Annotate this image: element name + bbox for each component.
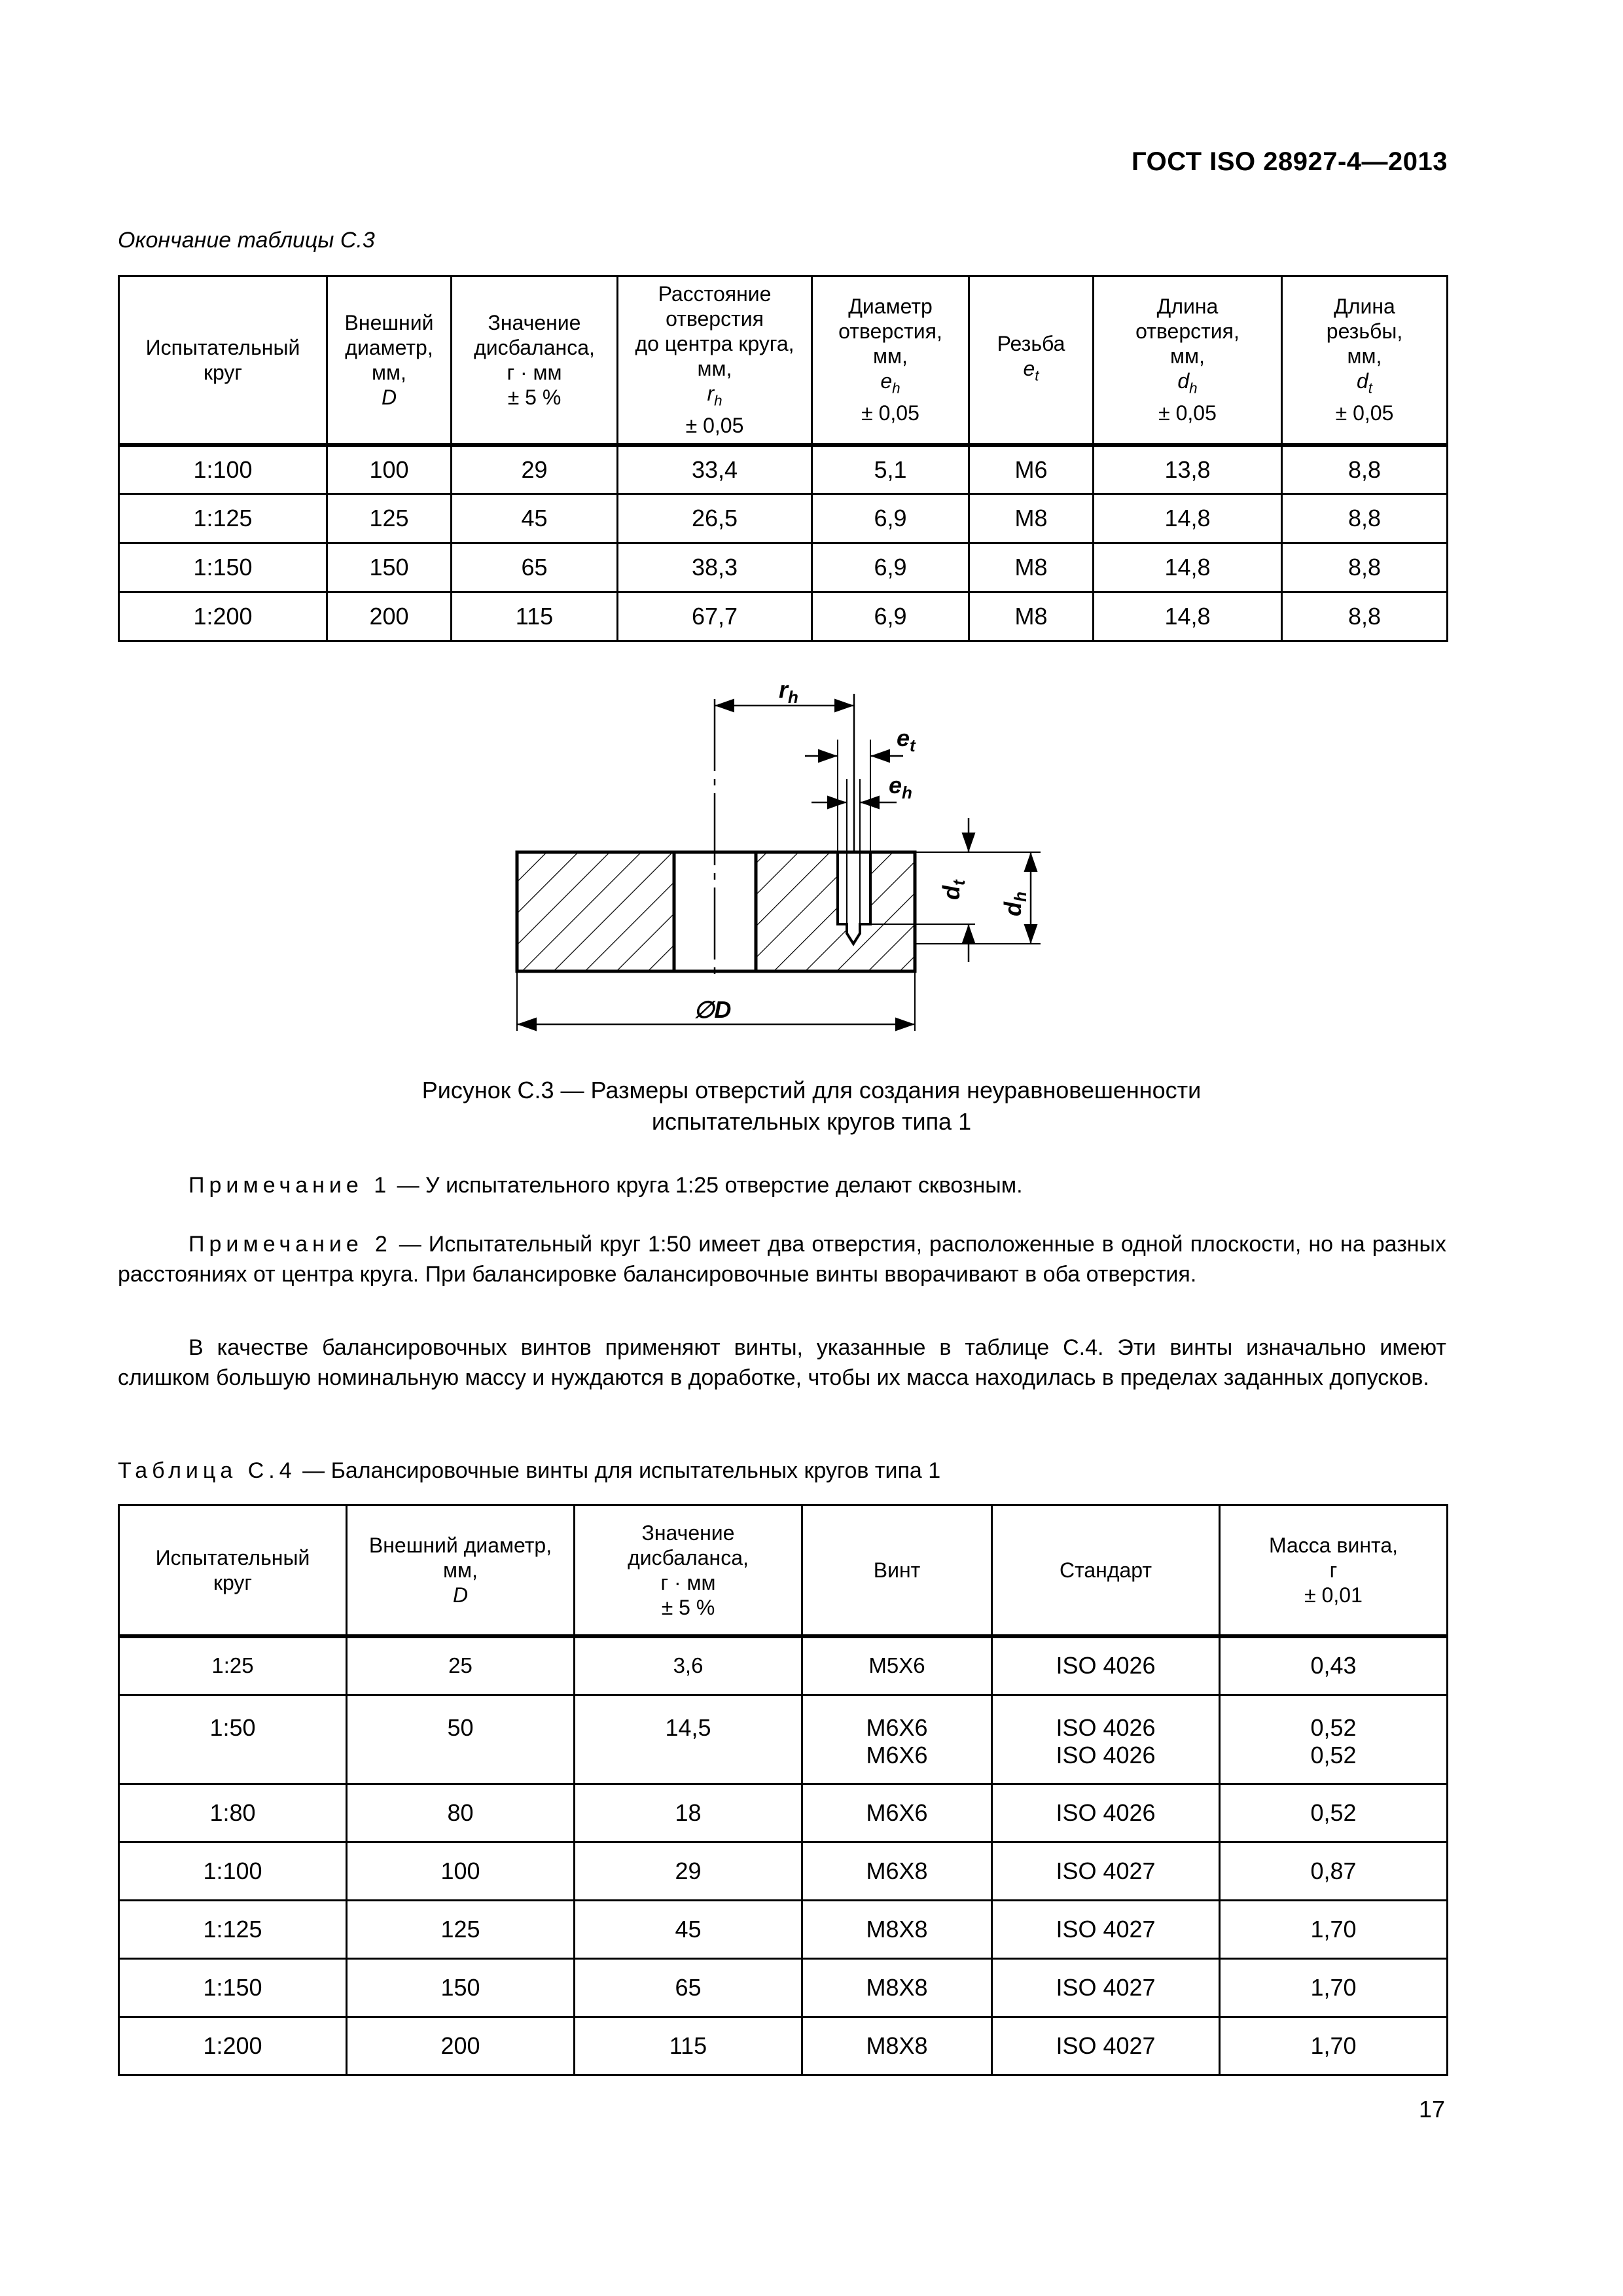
- cell: ISO 4027: [992, 1842, 1220, 1901]
- note-1: [118, 1170, 1446, 1200]
- cell: M5X6: [802, 1636, 992, 1695]
- header-cell: Стандарт: [992, 1505, 1220, 1636]
- cell: 100: [347, 1842, 575, 1901]
- cell: 1:200: [119, 2017, 347, 2075]
- cell: 45: [575, 1901, 802, 1959]
- note-text: — У испытательного круга 1:25 отверстие делают сквозным.: [391, 1173, 1023, 1198]
- cell: 0,52 0,52: [1220, 1695, 1448, 1784]
- cell: 100: [327, 445, 452, 494]
- cell: 1:80: [119, 1784, 347, 1842]
- header-cell: Значение дисбаланса, г · мм ± 5 %: [575, 1505, 802, 1636]
- cell: М6: [969, 445, 1094, 494]
- header-cell: Внешний диаметр, мм, D: [327, 276, 452, 445]
- header-cell: Испытательный круг: [119, 1505, 347, 1636]
- cell: 200: [327, 592, 452, 641]
- header-cell: Значение дисбаланса, г · мм ± 5 %: [452, 276, 618, 445]
- hatched-section-left: [517, 852, 674, 971]
- cell: 8,8: [1282, 445, 1448, 494]
- cell: 25: [347, 1636, 575, 1695]
- table-c3-caption: Окончание таблицы С.3: [118, 228, 375, 253]
- cell: М8: [969, 592, 1094, 641]
- header-cell: Внешний диаметр, мм, D: [347, 1505, 575, 1636]
- cell: 0,87: [1220, 1842, 1448, 1901]
- header-cell: Длина резьбы, мм, $d_t$ ± 0,05: [1282, 276, 1448, 445]
- cell: 8,8: [1282, 494, 1448, 543]
- cell: 6,9: [812, 494, 969, 543]
- cell: 65: [452, 543, 618, 592]
- table-row: [119, 494, 1448, 543]
- label-dt: $d_t$: [938, 880, 969, 900]
- cell: 67,7: [618, 592, 812, 641]
- label-dh: $d_h$: [999, 891, 1030, 916]
- note-label: Примечание 1: [188, 1173, 391, 1198]
- figure-caption-line: Рисунок С.3 — Размеры отверстий для создания неуравновешенности: [421, 1077, 1202, 1103]
- table-c4: [118, 1504, 1448, 2076]
- cell: 1,70: [1220, 1901, 1448, 1959]
- figure-c3-drawing: [504, 674, 1132, 1041]
- cell: 33,4: [618, 445, 812, 494]
- label-et: $e_t$: [897, 725, 916, 755]
- table-row: [119, 1784, 1448, 1842]
- table-c4-caption: [118, 1458, 940, 1484]
- cell: 1,70: [1220, 1959, 1448, 2017]
- cell: 14,8: [1094, 494, 1282, 543]
- table-row: [119, 1959, 1448, 2017]
- note-text: — Испытательный круг 1:50 имеет два отверстия, расположенные в одной плоскости, но на разных расстояниях от центра круга. При балансировке балансировочные винты вворачивают в оба отверстия.: [118, 1232, 1446, 1287]
- cell: 150: [327, 543, 452, 592]
- cell: 80: [347, 1784, 575, 1842]
- cell: 1:25: [119, 1636, 347, 1695]
- table-title: — Балансировочные винты для испытательных кругов типа 1: [296, 1458, 941, 1483]
- table-row: [119, 592, 1448, 641]
- header-cell: Испытательный круг: [119, 276, 327, 445]
- cell: 1:200: [119, 592, 327, 641]
- cell: 6,9: [812, 592, 969, 641]
- label-eh: $e_h$: [889, 772, 912, 802]
- cell: 1:150: [119, 1959, 347, 2017]
- cell: 125: [327, 494, 452, 543]
- cell: 1,70: [1220, 2017, 1448, 2075]
- cell: 1:125: [119, 1901, 347, 1959]
- header-cell: Длина отверстия, мм, $d_h$ ± 0,05: [1094, 276, 1282, 445]
- cell: M6X6 M6X6: [802, 1695, 992, 1784]
- figure-caption-line: испытательных кругов типа 1: [651, 1108, 972, 1135]
- table-c3: [118, 275, 1448, 642]
- document-header: ГОСТ ISO 28927-4—2013: [1132, 147, 1448, 176]
- body-paragraph: В качестве балансировочных винтов применяют винты, указанные в таблице С.4. Эти винты изначально имеют слишком большую номинальную массу и нуждаются в доработке, чтобы их масса находилась в пределах заданных допусков.: [118, 1335, 1446, 1390]
- cell: 3,6: [575, 1636, 802, 1695]
- cell: 26,5: [618, 494, 812, 543]
- cell: 14,8: [1094, 543, 1282, 592]
- cell: 14,8: [1094, 592, 1282, 641]
- cell: ISO 4026 ISO 4026: [992, 1695, 1220, 1784]
- cell: 29: [575, 1842, 802, 1901]
- header-cell: Расстояние отверстия до центра круга, мм, $r_h$ ± 0,05: [618, 276, 812, 445]
- cell: 1:125: [119, 494, 327, 543]
- cell: 38,3: [618, 543, 812, 592]
- table-row: [119, 1842, 1448, 1901]
- note-label: Примечание 2: [188, 1232, 392, 1257]
- cell: M6X6: [802, 1784, 992, 1842]
- table-row: [119, 1695, 1448, 1784]
- cell: 13,8: [1094, 445, 1282, 494]
- cell: 14,5: [575, 1695, 802, 1784]
- header-cell: Масса винта, г ± 0,01: [1220, 1505, 1448, 1636]
- cell: ISO 4027: [992, 2017, 1220, 2075]
- cell: 125: [347, 1901, 575, 1959]
- label-rh: $r_h$: [779, 676, 798, 707]
- note-2: [118, 1229, 1446, 1289]
- cell: 115: [575, 2017, 802, 2075]
- cell: ISO 4026: [992, 1784, 1220, 1842]
- cell: 115: [452, 592, 618, 641]
- cell: 1:100: [119, 1842, 347, 1901]
- table-row: [119, 2017, 1448, 2075]
- cell: 8,8: [1282, 543, 1448, 592]
- table-row: [119, 445, 1448, 494]
- cell: M8X8: [802, 1901, 992, 1959]
- cell: M8X8: [802, 2017, 992, 2075]
- cell: 8,8: [1282, 592, 1448, 641]
- cell: 150: [347, 1959, 575, 2017]
- cell: 200: [347, 2017, 575, 2075]
- table-label: Таблица С.4: [118, 1458, 296, 1483]
- header-cell: Диаметр отверстия, мм, $e_h$ ± 0,05: [812, 276, 969, 445]
- cell: 6,9: [812, 543, 969, 592]
- cell: 1:100: [119, 445, 327, 494]
- cell: М8: [969, 543, 1094, 592]
- hatched-section-right: [756, 852, 915, 971]
- cell: 5,1: [812, 445, 969, 494]
- cell: М8: [969, 494, 1094, 543]
- cell: M6X8: [802, 1842, 992, 1901]
- figure-c3-caption: [0, 1075, 1623, 1138]
- cell: 18: [575, 1784, 802, 1842]
- cell: 50: [347, 1695, 575, 1784]
- cell: 1:150: [119, 543, 327, 592]
- header-cell: Резьба $e_t$: [969, 276, 1094, 445]
- cell: ISO 4027: [992, 1959, 1220, 2017]
- table-row: [119, 1636, 1448, 1695]
- cell: 0,43: [1220, 1636, 1448, 1695]
- cell: 65: [575, 1959, 802, 2017]
- table-row: [119, 1901, 1448, 1959]
- cell: ISO 4026: [992, 1636, 1220, 1695]
- header-cell: Винт: [802, 1505, 992, 1636]
- page-number: 17: [1418, 2096, 1445, 2123]
- table-row: [119, 543, 1448, 592]
- cell: ISO 4027: [992, 1901, 1220, 1959]
- label-D: ∅D: [694, 996, 732, 1023]
- cell: 29: [452, 445, 618, 494]
- cell: 45: [452, 494, 618, 543]
- cell: 0,52: [1220, 1784, 1448, 1842]
- cell: 1:50: [119, 1695, 347, 1784]
- cell: M8X8: [802, 1959, 992, 2017]
